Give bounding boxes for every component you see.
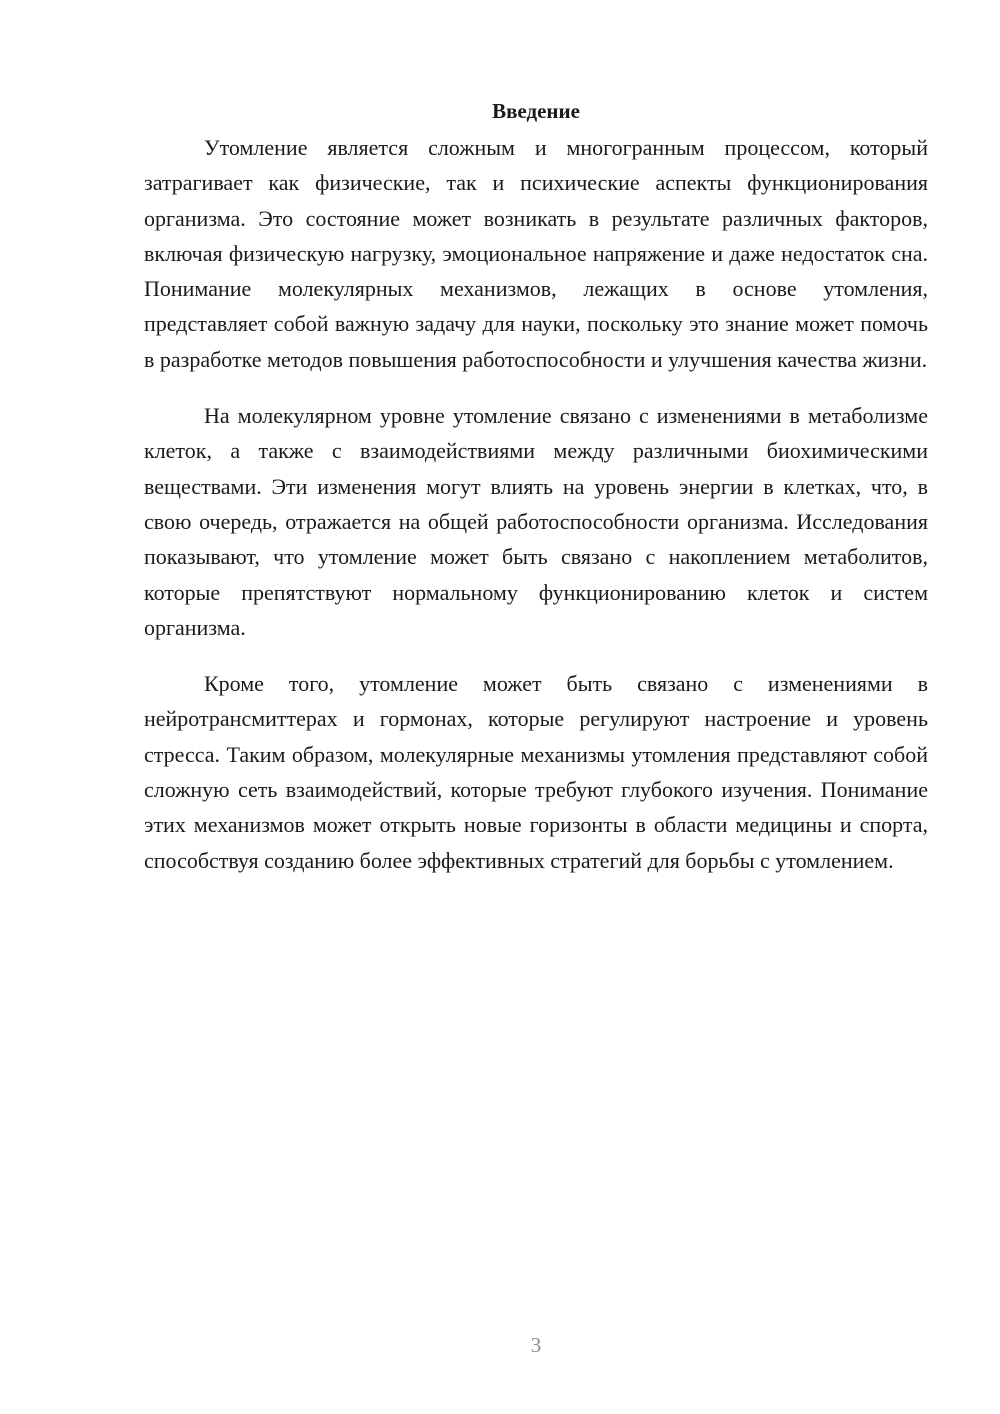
page-number: 3 [530, 1333, 542, 1357]
paragraph-3: Кроме того, утомление может быть связано с изменениями в нейротрансмиттерах и гормонах, которые регулируют настроение и уровень стресса. Таким образом, молекулярные механизмы утомления представляют собой сложную сеть взаимодействий, которые требуют глубокого изучения. Понимание этих механизмов может открыть новые горизонты в области медицины и спорта, способствуя созданию более эффективных стратегий для борьбы с утомлением. [144, 671, 928, 873]
page-content [144, 96, 928, 899]
paragraph-2: На молекулярном уровне утомление связано с изменениями в метаболизме клеток, а также с взаимодействиями между различными биохимическими веществами. Эти изменения могут влиять на уровень энергии в клетках, что, в свою очередь, отражается на общей работоспособности организма. Исследования показывают, что утомление может быть связано с накоплением метаболитов, которые препятствуют нормальному функционированию клеток и систем организма. [144, 403, 928, 640]
section-title: Введение [492, 99, 580, 123]
paragraph-1: Утомление является сложным и многогранным процессом, который затрагивает как физические, так и психические аспекты функционирования организма. Это состояние может возникать в результате различных факторов, включая физическую нагрузку, эмоциональное напряжение и даже недостаток сна. Понимание молекулярных механизмов, лежащих в основе утомления, представляет собой важную задачу для науки, поскольку это знание может помочь в разработке методов повышения работоспособности и улучшения качества жизни. [144, 135, 928, 372]
